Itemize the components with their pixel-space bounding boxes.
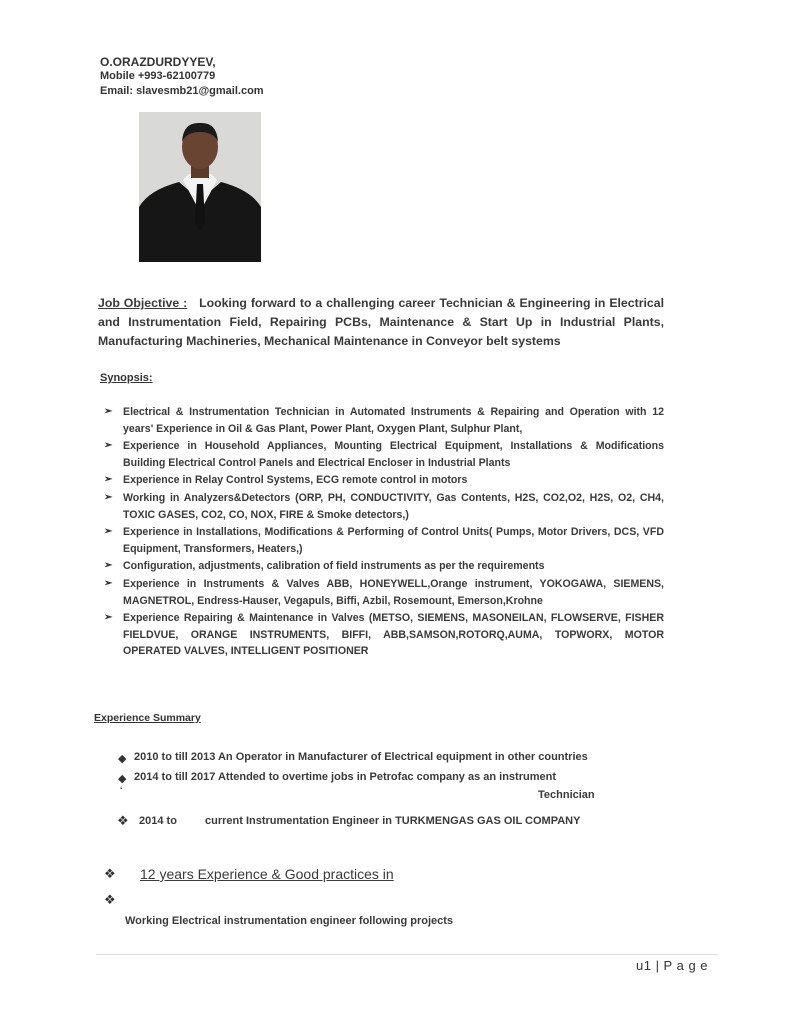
- arrow-bullet-icon: ➢: [104, 526, 113, 538]
- list-item: ➢ Experience in Household Appliances, Mounting Electrical Equipment, Installations & Modifications Building Electrical Control Panels and Electrical Encloser in Industrial Plants: [104, 440, 664, 469]
- experience-row-continuation: Technician: [538, 789, 595, 801]
- experience-row: 2010 to till 2013 An Operator in Manufacturer of Electrical equipment in other countries: [134, 751, 588, 763]
- list-item: ➢ Experience in Instruments & Valves ABB, HONEYWELL,Orange instrument, YOKOGAWA, SIEMENS, MAGNETROL, Endress-Hauser, Vegapuls, Biffi, Azbil, Rosemount, Emerson,Krohne: [104, 577, 664, 607]
- experience-row: 2014 to till 2017 Attended to overtime jobs in Petrofac company as an instrument: [134, 771, 556, 783]
- footer-divider: [96, 954, 718, 955]
- synopsis-title: Synopsis:: [100, 372, 153, 384]
- mobile-number: Mobile +993-62100779: [100, 70, 216, 82]
- objective-label: Job Objective :: [98, 296, 188, 310]
- job-objective: [98, 294, 664, 351]
- profile-photo: [139, 112, 261, 262]
- objective-text: Looking forward to a challenging career Technician & Engineering in Electrical and Instrumentation Field, Repairing PCBs, Maintenance & Start Up in Industrial Plants, Manufacturing Machineries, Mechanical Maintenance in Conveyor belt systems: [98, 296, 665, 348]
- page-number: u1 | P a g e: [636, 958, 709, 973]
- diamond-bullet-icon: ◆: [118, 753, 127, 765]
- diamond-bullet-icon: ❖: [104, 866, 116, 881]
- candidate-name: O.ORAZDURDYYEV,: [100, 55, 216, 69]
- arrow-bullet-icon: ➢: [104, 474, 113, 486]
- list-item: ➢ Working in Analyzers&Detectors (ORP, PH, CONDUCTIVITY, Gas Contents, H2S, CO2,O2, H2S, O2, CH4, TOXIC GASES, CO2, CO, NOX, FIRE & Smoke detectors,): [104, 491, 664, 521]
- diamond-bullet-icon: ❖: [104, 892, 116, 907]
- list-item: ➢ Electrical & Instrumentation Technician in Automated Instruments & Repairing and Operation with 12 years' Experience in Oil & Gas Plant, Power Plant, Oxygen Plant, Sulphur Plant,: [104, 406, 664, 435]
- list-item: ➢ Experience Repairing & Maintenance in Valves (METSO, SIEMENS, MASONEILAN, FLOWSERVE, FISHER FIELDVUE, ORANGE INSTRUMENTS, BIFFI, ABB,SAMSON,ROTORQ,AUMA, TOPWORX, MOTOR OPERATED VALVES, INTELLIGENT POSITIONER: [104, 612, 664, 658]
- email-address: Email: slavesmb21@gmail.com: [100, 85, 264, 97]
- list-item: ➢ Experience in Installations, Modifications & Performing of Control Units( Pumps, Motor Drivers, DCS, VFD Equipment, Transformers, Heaters,): [104, 526, 664, 555]
- arrow-bullet-icon: ➢: [104, 491, 113, 503]
- arrow-bullet-icon: ➢: [104, 612, 113, 624]
- good-practices-title: 12 years Experience & Good practices in: [140, 866, 394, 882]
- arrow-bullet-icon: ➢: [104, 560, 113, 572]
- stray-mark: ‘: [120, 785, 123, 795]
- experience-row-years: 2014 to: [139, 815, 177, 827]
- experience-row: current Instrumentation Engineer in TURKMENGAS GAS OIL COMPANY: [205, 815, 581, 827]
- list-item: ➢ Experience in Relay Control Systems, ECG remote control in motors: [104, 472, 664, 489]
- list-item: ➢ Configuration, adjustments, calibration of field instruments as per the requirements: [104, 558, 664, 575]
- diamond-bullet-icon: ❖: [117, 813, 129, 828]
- synopsis-list: [104, 404, 664, 661]
- diamond-bullet-icon: ◆: [118, 773, 127, 785]
- arrow-bullet-icon: ➢: [104, 406, 113, 417]
- arrow-bullet-icon: ➢: [104, 577, 113, 589]
- arrow-bullet-icon: ➢: [104, 440, 113, 452]
- projects-line: Working Electrical instrumentation engineer following projects: [125, 915, 454, 927]
- experience-title: Experience Summary: [94, 712, 201, 724]
